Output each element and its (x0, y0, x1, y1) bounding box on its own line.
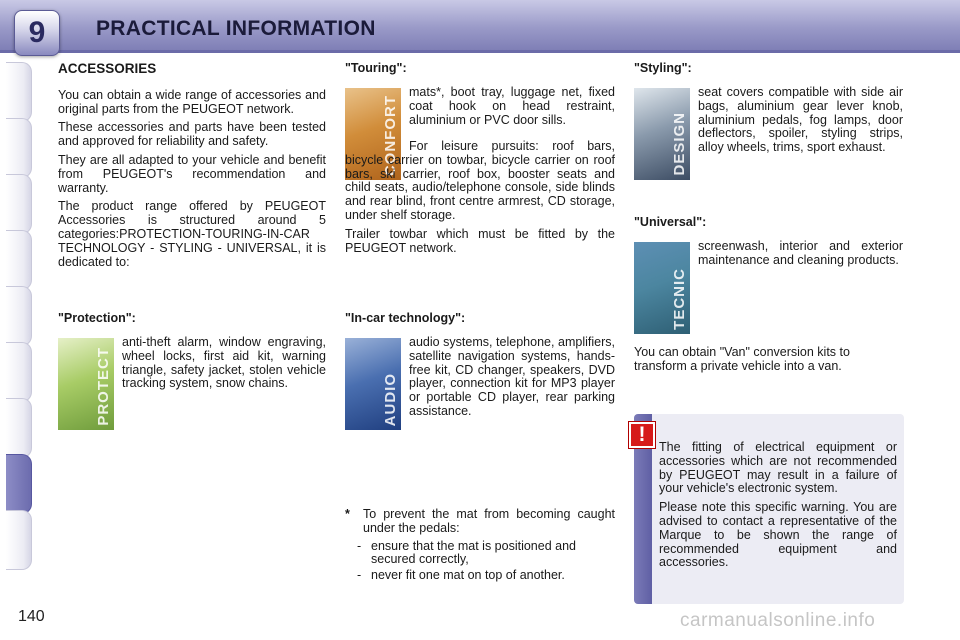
side-tab[interactable] (6, 118, 32, 178)
design-image-label: DESIGN (671, 112, 688, 176)
chapter-number-badge: 9 (14, 10, 60, 56)
list-item (345, 569, 615, 583)
warning-paragraph: Please note this specific warning. You are advised to contact a representative of the Marque to be shown the range of recommended equipment and accessories. (659, 500, 897, 570)
touring-title: "Touring": (345, 61, 407, 75)
audio-category-image (345, 338, 401, 430)
chapter-side-tabs (0, 62, 34, 574)
touring-text: mats*, boot tray, luggage net, fixed coat hook on head restraint, aluminium or PVC door sills. (409, 85, 615, 127)
styling-description (698, 86, 903, 160)
side-tab[interactable] (6, 342, 32, 402)
accessories-paragraph: You can obtain a wide range of accessories and original parts from the PEUGEOT network. (58, 87, 326, 116)
universal-title: "Universal": (634, 215, 707, 229)
tecnic-category-image (634, 242, 690, 334)
styling-text: seat covers compatible with side air bags, aluminium gear lever knob, aluminium pedals, fog lamps, door deflectors, spoiler, styling strips, alloy wheels, trims, sport exhaust. (698, 85, 903, 155)
accessories-paragraph: The product range offered by PEUGEOT Accessories is structured around 5 categories:PROTECTION-TOURING-IN-CAR TECHNOLOGY - STYLING - UNIVERSAL, it is dedicated to: (58, 199, 326, 269)
protection-description (122, 336, 326, 396)
audio-image-label: AUDIO (382, 372, 399, 426)
accessories-paragraph: They are all adapted to your vehicle and benefit from PEUGEOT's recommendation and warranty. (58, 152, 326, 195)
protection-text: anti-theft alarm, window engraving, wheel locks, first aid kit, warning triangle, safety jacket, stolen vehicle tracking system, snow chains. (122, 335, 326, 391)
tecnic-image-label: TECNIC (671, 268, 688, 330)
side-tab-active[interactable] (6, 454, 32, 514)
touring-towbar-text: Trailer towbar which must be fitted by the PEUGEOT network. (345, 226, 615, 255)
styling-title: "Styling": (634, 61, 692, 75)
touring-description-top (409, 86, 615, 132)
dash-marker: - (357, 538, 362, 553)
dash-marker: - (357, 568, 362, 583)
footnote (345, 508, 615, 585)
accessories-section (58, 62, 326, 274)
page-title: PRACTICAL INFORMATION (96, 17, 376, 40)
side-tab[interactable] (6, 230, 32, 290)
warning-icon: ! (629, 422, 655, 448)
accessories-title: ACCESSORIES (58, 61, 157, 76)
side-tab[interactable] (6, 398, 32, 458)
list-item-text: ensure that the mat is positioned and secured correctly, (371, 538, 576, 567)
warning-text-block (659, 441, 897, 575)
page-number: 140 (18, 608, 45, 625)
warning-paragraph: The fitting of electrical equipment or accessories which are not recommended by PEUGEOT may result in a failure of your vehicle's electronic system. (659, 440, 897, 496)
protect-category-image (58, 338, 114, 430)
footnote-list (345, 540, 615, 583)
watermark: carmanualsonline.info (680, 610, 876, 631)
footnote-text: To prevent the mat from becoming caught under the pedals: (363, 507, 615, 535)
accessories-paragraph: These accessories and parts have been tested and approved for reliability and safety. (58, 120, 326, 149)
universal-text: screenwash, interior and exterior maintenance and cleaning products. (698, 239, 903, 267)
protection-title: "Protection": (58, 311, 136, 325)
incar-title: "In-car technology": (345, 311, 466, 325)
van-note-text: You can obtain "Van" conversion kits to transform a private vehicle into a van. (634, 345, 850, 373)
confort-image-label: CONFORT (382, 94, 399, 176)
incar-text: audio systems, telephone, amplifiers, satellite navigation systems, hands-free kit, CD changer, speakers, DVD player, connection kit for MP3 player or portable CD player, rear parking assistance. (409, 335, 615, 418)
footnote-marker: * (345, 507, 350, 521)
touring-description (345, 140, 615, 260)
van-note (634, 346, 904, 379)
side-tab[interactable] (6, 286, 32, 346)
list-item (345, 540, 615, 568)
universal-description (698, 240, 903, 273)
list-item-text: never fit one mat on top of another. (371, 568, 565, 583)
side-tab[interactable] (6, 62, 32, 122)
design-category-image (634, 88, 690, 180)
incar-description (409, 336, 615, 424)
touring-leisure-text: For leisure pursuits: roof bars, bicycle carrier on towbar, bicycle carrier on roof bars, ski carrier, roof box, booster seats and child seats, audio/telephone console, side blinds and rear blind, front centre armrest, CD storage, under shelf storage. (345, 139, 615, 222)
side-tab[interactable] (6, 174, 32, 234)
side-tab[interactable] (6, 510, 32, 570)
footnote-line (345, 508, 615, 536)
header-divider (0, 50, 960, 53)
protect-image-label: PROTECT (95, 347, 112, 426)
